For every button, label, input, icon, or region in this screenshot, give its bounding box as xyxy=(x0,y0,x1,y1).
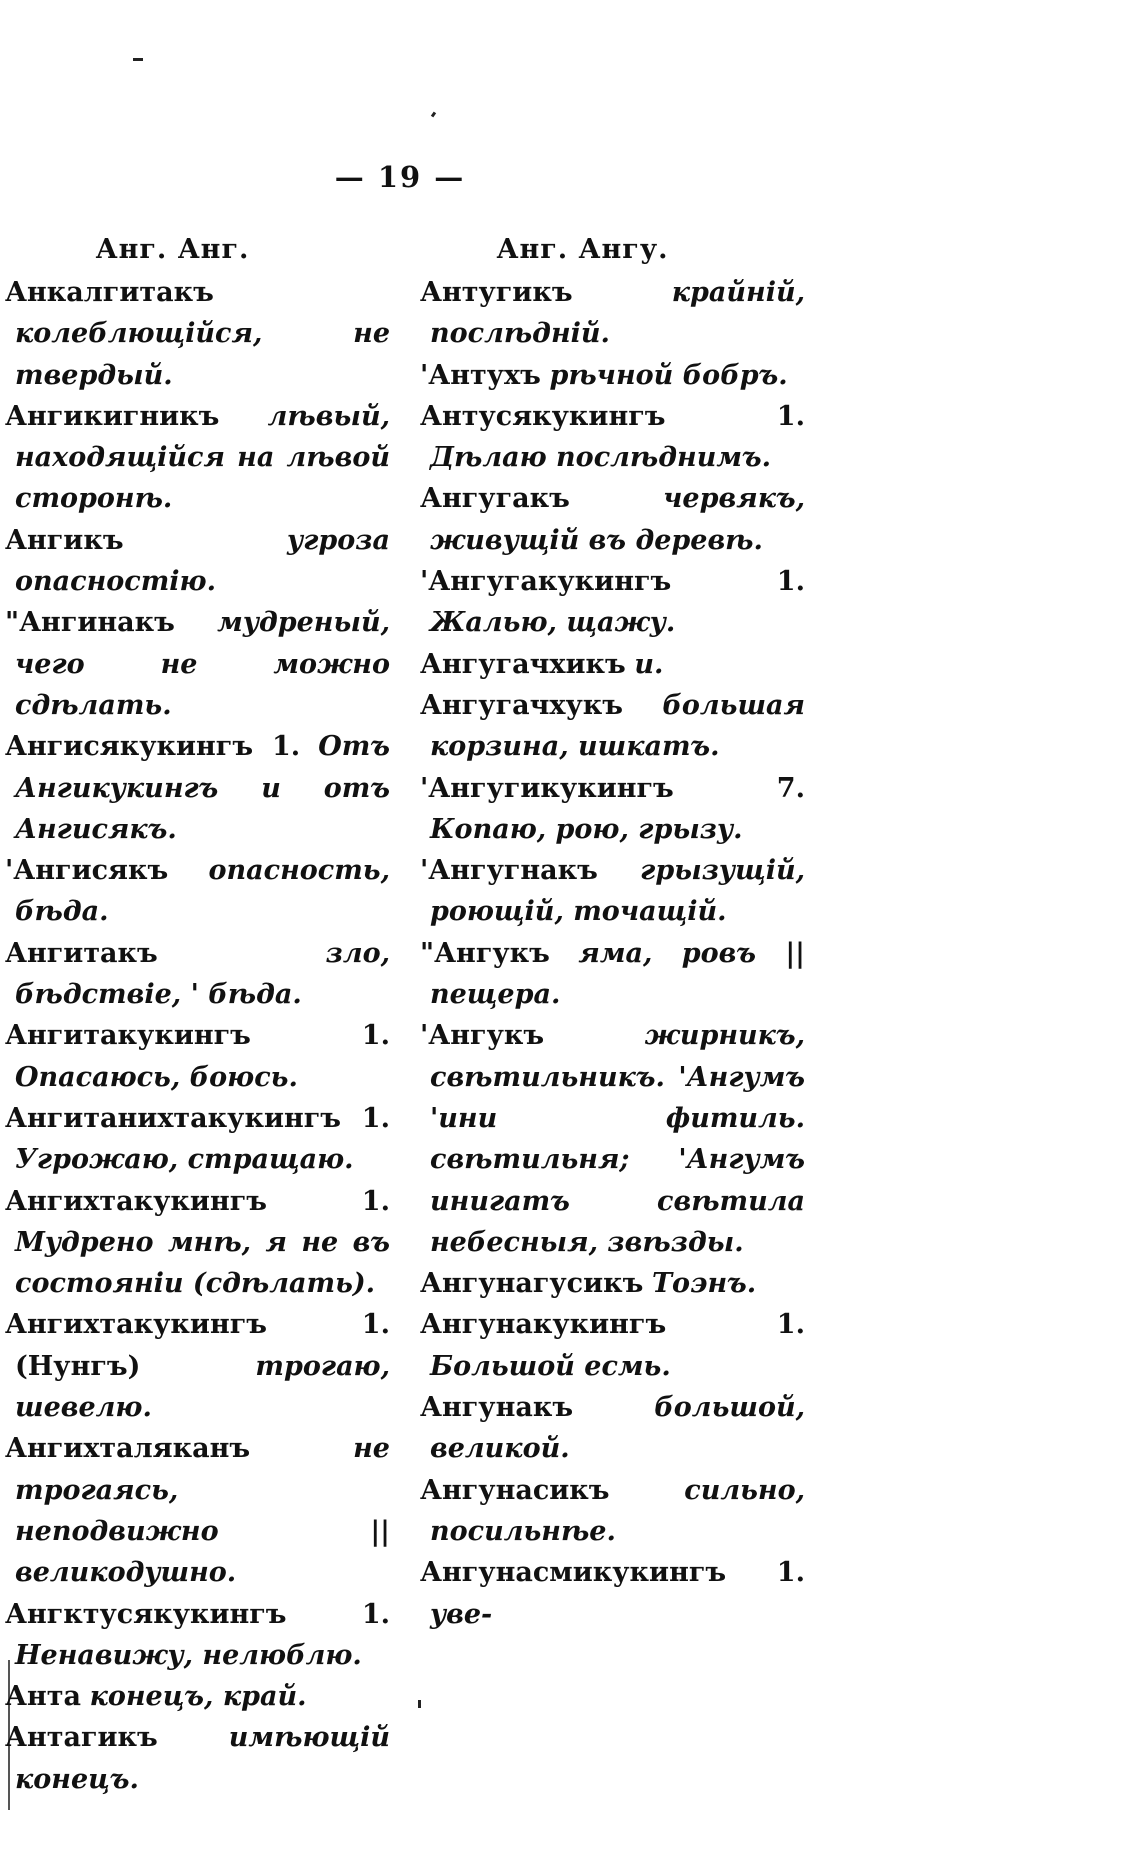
entry-definition: зло, бѣдствіе, ' бѣда. xyxy=(15,937,390,1011)
entry-definition: не трогаясь, неподвижно || великодушно. xyxy=(15,1433,390,1589)
entry-headword: "Ангинакъ xyxy=(5,607,175,639)
dictionary-entry xyxy=(420,478,805,561)
entry-definition: Копаю, рою, грызу. xyxy=(430,813,743,845)
entry-definition: червякъ, живущій въ деревѣ. xyxy=(430,483,805,556)
right-column-header: Анг. Ангу. xyxy=(496,234,669,265)
dictionary-entry xyxy=(5,1717,390,1800)
dictionary-entry xyxy=(5,1428,390,1593)
dictionary-entry xyxy=(420,1263,805,1304)
right-column xyxy=(420,228,805,1635)
entry-definition: крайній, послѣдній. xyxy=(430,277,805,350)
dictionary-entry xyxy=(420,685,805,768)
dictionary-entry xyxy=(420,1552,805,1635)
entry-headword: Анкалгитакъ xyxy=(5,277,214,308)
dictionary-entry xyxy=(420,396,805,479)
left-entry-list xyxy=(5,272,390,1800)
left-column xyxy=(5,228,390,1800)
entry-definition: конецъ, край. xyxy=(89,1681,307,1713)
dictionary-entry xyxy=(5,1098,390,1181)
dictionary-entry xyxy=(420,1470,805,1553)
entry-headword: Антугикъ xyxy=(420,277,573,308)
dictionary-entry xyxy=(420,561,805,644)
entry-headword: Ангитакукингъ 1. xyxy=(5,1020,390,1052)
dictionary-entry xyxy=(5,272,390,396)
entry-definition: сильно, посильнѣе. xyxy=(430,1474,805,1547)
entry-headword: "Ангукъ xyxy=(420,937,550,969)
entry-headword: Анта xyxy=(5,1681,81,1713)
bottom-tick-mark xyxy=(418,1700,421,1708)
dictionary-entry xyxy=(420,1015,805,1263)
dictionary-entry xyxy=(420,933,805,1016)
scan-tick-mark xyxy=(431,112,436,118)
page-number: — 19 — xyxy=(334,160,466,194)
entry-definition: колеблющійся, не твердый. xyxy=(15,318,390,391)
entry-definition: лѣвый, находящійся на лѣвой сторонѣ. xyxy=(15,400,390,515)
entry-definition: Ненавижу, нелюблю. xyxy=(15,1639,362,1671)
entry-headword: Ангунакъ xyxy=(420,1392,574,1424)
entry-headword: Ангугачхукъ xyxy=(420,689,623,721)
entry-headword: Ангунагусикъ xyxy=(420,1268,644,1300)
entry-definition: Угрожаю, стращаю. xyxy=(15,1144,354,1176)
entry-definition: мудреный, чего не можно сдѣлать. xyxy=(15,607,390,721)
entry-definition: имѣющій конецъ. xyxy=(15,1722,390,1795)
entry-headword: Ангихталяканъ xyxy=(5,1433,251,1465)
entry-headword: Ангунасмикукингъ 1. xyxy=(420,1557,805,1589)
entry-definition: Опасаюсь, боюсь. xyxy=(15,1061,298,1093)
dictionary-entry xyxy=(5,1594,390,1677)
dictionary-entry xyxy=(5,850,390,933)
entry-headword: Ангикигникъ xyxy=(5,400,220,432)
entry-definition: большая корзина, ишкатъ. xyxy=(430,689,805,763)
dictionary-entry xyxy=(5,1015,390,1098)
entry-headword: 'Ангугикукингъ 7. xyxy=(420,772,805,804)
entry-headword: Ангисякукингъ 1. xyxy=(5,731,301,763)
dictionary-entry xyxy=(5,726,390,850)
dictionary-entry xyxy=(420,355,805,396)
entry-definition: рѣчной бобръ. xyxy=(549,359,788,391)
entry-definition: уве- xyxy=(430,1598,493,1630)
entry-definition: Тоэнъ. xyxy=(651,1268,757,1300)
dictionary-entry xyxy=(5,1304,390,1428)
dictionary-entry xyxy=(420,644,805,685)
entry-definition: жирникъ, свѣтильникъ. 'Ангумъ 'ини фитиль. свѣтильня; 'Ангумъ инигатъ свѣтила небесныя, звѣзды. xyxy=(430,1020,805,1258)
dictionary-entry xyxy=(5,602,390,726)
entry-headword: 'Антухъ xyxy=(420,359,541,391)
entry-definition: яма, ровъ || пещера. xyxy=(430,937,805,1011)
dictionary-entry xyxy=(420,768,805,851)
entry-definition: Отъ Ангикукингъ и отъ Ангисякъ. xyxy=(15,731,390,845)
entry-definition: Жалью, щажу. xyxy=(430,607,676,639)
dictionary-entry xyxy=(5,1676,390,1717)
dictionary-entry xyxy=(5,396,390,520)
left-column-header: Анг. Анг. xyxy=(95,234,250,265)
entry-headword: Ангугакъ xyxy=(420,483,570,515)
entry-definition: угроза опасностію. xyxy=(15,524,390,598)
entry-headword: Ангихтакукингъ 1. (Нунгъ) xyxy=(5,1309,390,1382)
dictionary-entry xyxy=(420,1387,805,1470)
entry-headword: Ангихтакукингъ 1. xyxy=(5,1185,390,1217)
entry-definition: большой, великой. xyxy=(430,1392,805,1465)
entry-headword: 'Ангукъ xyxy=(420,1020,545,1052)
entry-headword: Ангикъ xyxy=(5,524,124,556)
entry-headword: Антагикъ xyxy=(5,1722,158,1754)
entry-headword: Ангугачхикъ xyxy=(420,648,626,680)
entry-definition: Большой есмь. xyxy=(430,1350,671,1382)
entry-definition: и. xyxy=(634,648,664,680)
entry-definition: грызущій, роющій, точащій. xyxy=(430,855,805,928)
dictionary-entry xyxy=(5,1181,390,1305)
entry-definition: Мудрено мнѣ, я не въ состояніи (сдѣлать). xyxy=(15,1226,390,1300)
entry-headword: 'Ангугакукингъ 1. xyxy=(420,566,805,598)
dictionary-entry xyxy=(5,933,390,1016)
entry-headword: Ангунакукингъ 1. xyxy=(420,1309,805,1341)
entry-headword: Ангктусякукингъ 1. xyxy=(5,1598,390,1630)
entry-headword: Ангитанихтакукингъ 1. xyxy=(5,1102,390,1134)
entry-headword: 'Ангисякъ xyxy=(5,855,169,887)
dictionary-entry xyxy=(420,850,805,933)
entry-headword: 'Ангугнакъ xyxy=(420,855,598,887)
entry-definition: трогаю, шевелю. xyxy=(15,1350,390,1424)
entry-headword: Ангитакъ xyxy=(5,937,158,969)
entry-headword: Ангунасикъ xyxy=(420,1474,610,1506)
entry-definition: Дѣлаю послѣднимъ. xyxy=(430,442,772,474)
dictionary-entry xyxy=(420,272,805,355)
top-dash-mark xyxy=(133,58,143,61)
dictionary-entry xyxy=(420,1304,805,1387)
entry-headword: Антусякукингъ 1. xyxy=(420,400,805,432)
dictionary-entry xyxy=(5,520,390,603)
right-entry-list xyxy=(420,272,805,1635)
entry-definition: опасность, бѣда. xyxy=(15,855,390,928)
